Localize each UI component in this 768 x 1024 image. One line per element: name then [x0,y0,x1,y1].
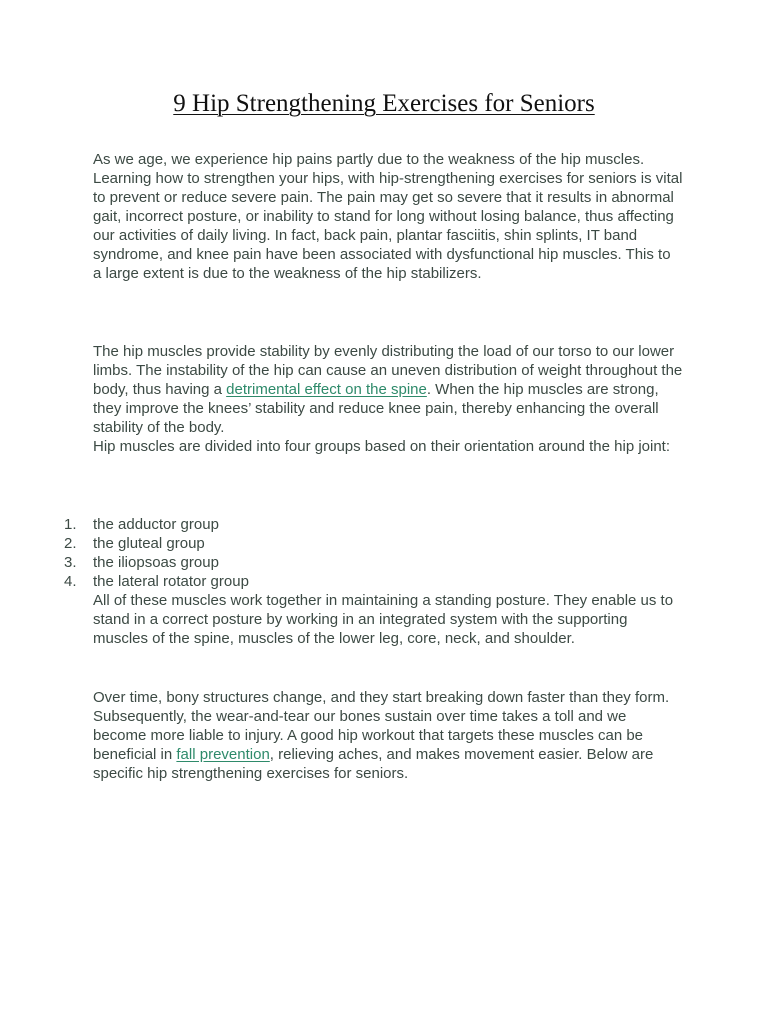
paragraph-text [93,342,683,437]
muscle-groups-list [64,515,664,591]
stability-paragraph [93,342,683,456]
detrimental-effect-link[interactable]: detrimental effect on the spine [226,381,427,398]
list-item-number: 3. [64,554,77,571]
paragraph-text-after-link: . When the hip muscles are strong, they improve the knees’ stability and reduce knee pain, thereby enhancing the overall stability of the body. [93,381,659,436]
list-item-number: 4. [64,573,77,590]
paragraph-text: As we age, we experience hip pains partly due to the weakness of the hip muscles. Learning how to strengthen your hips, with hip-strengthening exercises for seniors is vital to prevent or reduce severe pain. The pain may get so severe that it results in abnormal gait, incorrect posture, or inability to stand for long without losing balance, thus affecting our activities of daily living. In fact, back pain, plantar fasciitis, shin splints, IT band syndrome, and knee pain have been associated with dysfunctional hip muscles. This to a large extent is due to the weakness of the hip stabilizers. [93,151,683,282]
list-item [64,515,664,534]
fall-prevention-link[interactable]: fall prevention [176,746,270,763]
list-item [64,572,664,591]
list-item-label: the adductor group [93,516,219,533]
posture-paragraph [93,591,683,648]
list-item-label: the lateral rotator group [93,573,249,590]
list-item-number: 2. [64,535,77,552]
list-item [64,553,664,572]
paragraph-text [93,688,683,783]
paragraph-text-before-link: The hip muscles provide stability by evenly distributing the load of our torso to our lower limbs. The instability of the hip can cause an uneven distribution of weight throughout the body, thus having a [93,343,683,398]
page-title: 9 Hip Strengthening Exercises for Seniors [173,90,595,117]
bone-structure-paragraph [93,688,683,783]
paragraph-text-after-link: , relieving aches, and makes movement easier. Below are specific hip strengthening exercises for seniors. [93,746,654,782]
paragraph-text-before-link: Over time, bony structures change, and they start breaking down faster than they form. Subsequently, the wear-and-tear our bones sustain over time takes a toll and we become more liable to injury. A good hip workout that targets these muscles can be beneficial in [93,689,670,763]
paragraph-text: All of these muscles work together in maintaining a standing posture. They enable us to stand in a correct posture by working in an integrated system with the supporting muscles of the spine, muscles of the lower leg, core, neck, and shoulder. [93,592,674,647]
intro-paragraph [93,150,683,283]
list-item [64,534,664,553]
list-item-number: 1. [64,516,77,533]
list-item-label: the gluteal group [93,535,205,552]
list-item-label: the iliopsoas group [93,554,219,571]
muscle-groups-intro: Hip muscles are divided into four groups based on their orientation around the hip joint: [93,438,671,455]
